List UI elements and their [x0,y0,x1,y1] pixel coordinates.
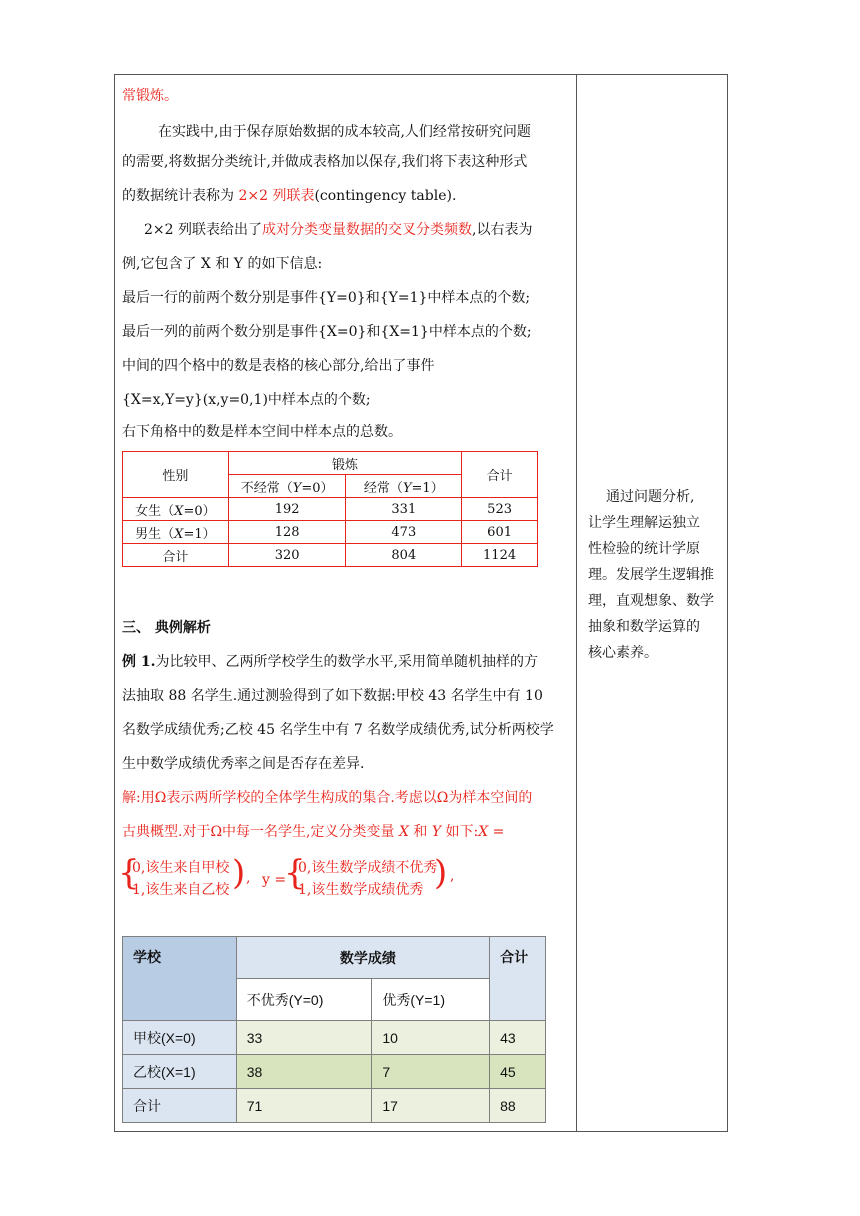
cell: 71 [236,1089,372,1123]
cell: 601 [462,521,538,544]
solution-text: 古典概型.对于Ω中每一名学生,定义分类变量 [122,824,399,840]
row-label-female [123,498,229,521]
para-2-line-1: 在实践中,由于保存原始数据的成本较高,人们经常按研究问题 [158,124,531,140]
var-y: Y [402,480,412,496]
cell: 128 [228,521,346,544]
th-not-often-val: =0） [301,480,334,496]
row-label-male [123,521,229,544]
var-y: Y [292,480,302,496]
y-case-0: 0,该生数学成绩不优秀 [298,860,438,876]
cell: 88 [490,1089,546,1123]
cell: 1124 [462,544,538,567]
cell: 43 [490,1021,546,1055]
th-excellent: 优秀(Y=1) [372,979,490,1021]
para-2-line-3 [122,186,456,206]
example-line-4: 生中数学成绩优秀率之间是否存在差异. [122,756,365,772]
para-2-text: 的数据统计表称为 [122,188,239,204]
example-text: 为比较甲、乙两所学校学生的数学水平,采用简单随机抽样的方 [155,654,538,670]
para-1: 常锻炼。 [122,88,178,104]
para-6: 中间的四个格中的数是表格的核心部分,给出了事件 [122,358,435,374]
var-x: X [174,526,184,542]
var-x: X [478,824,489,840]
gender-exercise-table [122,451,538,567]
th-score: 数学成绩 [236,937,489,979]
example-line-1 [122,652,538,672]
cell: 45 [490,1055,546,1089]
section-heading: 三、 典例解析 [122,620,211,636]
contingency-term: 2×2 列联表 [238,188,315,204]
column-divider [576,74,577,1132]
right-paren-y: ) [434,853,448,893]
side-line-7: 核心素养。 [588,645,658,661]
side-line-6: 抽象和数学运算的 [588,619,700,635]
row-label-val: =0） [183,503,216,519]
example-line-3: 名数学成绩优秀;乙校 45 名学生中有 7 名数学成绩优秀,试分析两校学 [122,722,554,738]
th-often-text: 经常（ [363,480,403,496]
para-3-line-1 [144,220,532,240]
row-label-total: 合计 [123,544,229,567]
side-line-5: 理，直观想象、数学 [588,593,714,609]
th-often-val: =1） [411,480,444,496]
th-school: 学校 [123,937,237,1021]
cell: 33 [236,1021,372,1055]
table-row [123,544,538,567]
side-line-2: 让学生理解运独立 [588,515,700,531]
side-line-4: 理。发展学生逻辑推 [588,567,714,583]
cross-frequency-term: 成对分类变量数据的交叉分类频数 [262,222,472,238]
cell: 473 [346,521,462,544]
cell: 38 [236,1055,372,1089]
example-label: 例 1. [122,654,156,670]
cell: 7 [372,1055,490,1089]
para-4: 最后一行的前两个数分别是事件{Y=0}和{Y=1}中样本点的个数; [122,290,531,306]
solution-line-2 [122,822,504,842]
x-case-1: 1,该生来自乙校 [132,882,230,898]
para-3-line-2: 例,它包含了 X 和 Y 的如下信息: [122,256,323,272]
contingency-english: (contingency table). [314,188,457,204]
var-x: X [398,824,409,840]
th-often [346,475,462,498]
th-not-excellent: 不优秀(Y=0) [236,979,372,1021]
piecewise-definitions [118,853,570,908]
table-row [123,1055,546,1089]
y-lhs: y = [262,872,287,888]
left-brace-x: { [118,853,140,893]
cell: 192 [228,498,346,521]
var-x: X [174,503,184,519]
row-label-total: 合计 [123,1089,237,1123]
var-y: Y [431,824,442,840]
row-label-yi: 乙校(X=1) [123,1055,237,1089]
para-3-text-end: ,以右表为 [472,222,533,238]
x-sep: , [246,870,251,886]
para-2-line-2: 的需要,将数据分类统计,并做成表格加以保存,我们将下表这种形式 [122,154,528,170]
side-line-3: 性检验的统计学原 [588,541,700,557]
th-total: 合计 [490,937,546,1021]
th-exercise: 锻炼 [228,452,461,475]
cell: 10 [372,1021,490,1055]
solution-text-end: 如下: [441,824,479,840]
row-label-val: =1） [183,526,216,542]
table-row [123,498,538,521]
side-line-1: 通过问题分析, [606,489,695,505]
th-not-often-text: 不经常（ [240,480,293,496]
para-8: 右下角格中的数是样本空间中样本点的总数。 [122,424,402,440]
cell: 804 [346,544,462,567]
para-3-text: 2×2 列联表给出了 [144,222,262,238]
table-row [123,1089,546,1123]
row-label-text: 女生（ [135,503,175,519]
para-7: {X=x,Y=y}(x,y=0,1)中样本点的个数; [122,392,371,408]
table-row [123,521,538,544]
th-gender: 性别 [123,452,229,498]
row-label-jia: 甲校(X=0) [123,1021,237,1055]
left-brace-y: { [284,853,306,893]
y-case-1: 1,该生数学成绩优秀 [298,882,424,898]
row-label-text: 男生（ [135,526,175,542]
x-case-0: 0,该生来自甲校 [132,860,230,876]
example-line-2: 法抽取 88 名学生.通过测验得到了如下数据:甲校 43 名学生中有 10 [122,688,543,704]
solution-line-1: 解:用Ω表示两所学校的全体学生构成的集合.考虑以Ω为样本空间的 [122,790,533,806]
th-total: 合计 [462,452,538,498]
th-not-often [228,475,346,498]
right-paren-x: ) [232,853,246,893]
solution-and: 和 [408,824,432,840]
cell: 523 [462,498,538,521]
school-score-table [122,936,546,1123]
table-row [123,1021,546,1055]
cell: 320 [228,544,346,567]
cell: 331 [346,498,462,521]
design-intent-column [588,484,722,666]
y-end: , [450,868,455,884]
cell: 17 [372,1089,490,1123]
para-5: 最后一列的前两个数分别是事件{X=0}和{X=1}中样本点的个数; [122,324,532,340]
equals-sign: = [488,824,505,840]
